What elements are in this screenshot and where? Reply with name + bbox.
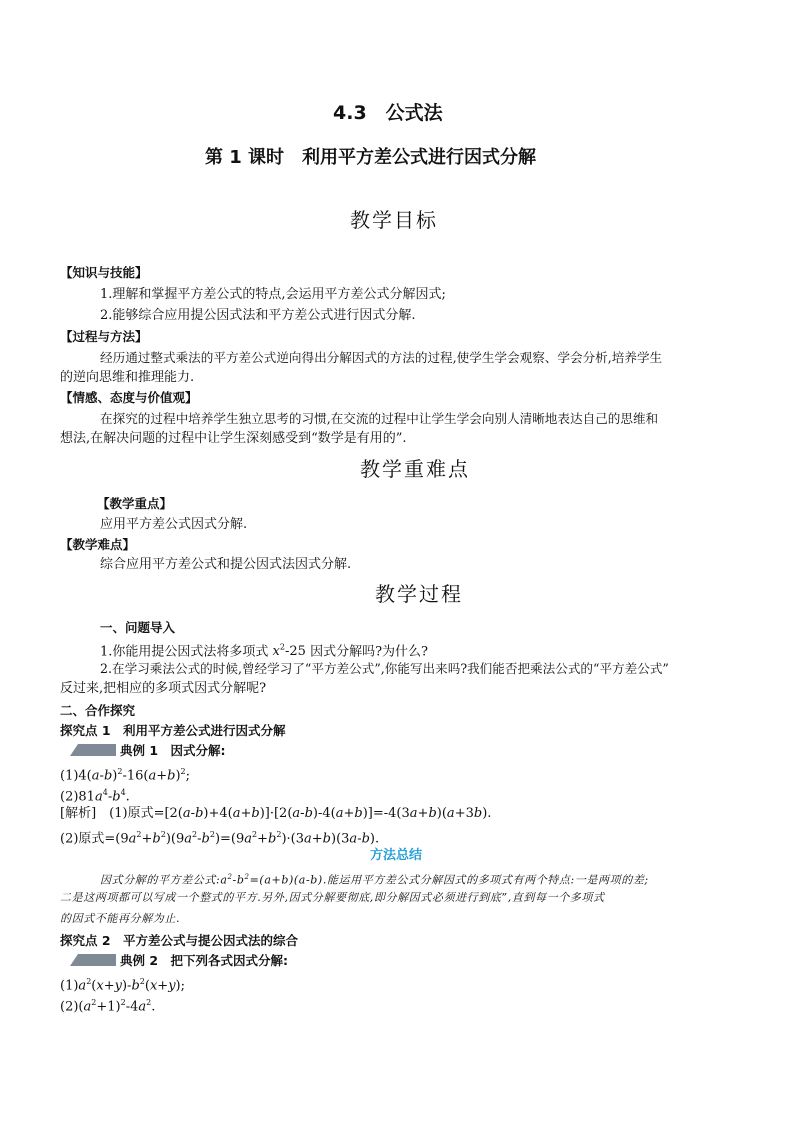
analysis-1: [解析] (1)原式=[2(a-b)+4(a+b)]·[2(a-b)-4(a+b)]=-4(3a+b)(a+3b). — [60, 806, 492, 821]
method-summary-title: 方法总结 — [370, 848, 423, 863]
section-title: 4.3 公式法 — [333, 102, 443, 124]
difficulty-label: 【教学难点】 — [60, 537, 136, 552]
emotion-line-1: 在探究的过程中培养学生独立思考的习惯,在交流的过程中让学生学会向别人清晰地表达自己的思维和 — [100, 411, 659, 426]
emotion-label: 【情感、态度与价值观】 — [60, 390, 198, 405]
summary-line-2: 二是这两项都可以写成一个整式的平方.另外,因式分解要彻底,即分解因式必须进行到底”,直到每一个多项式 — [60, 891, 605, 904]
question-1-expression: $x^2-25$ — [272, 643, 306, 660]
knowledge-item-1: 1.理解和掌握平方差公式的特点,会运用平方差公式分解因式; — [100, 287, 446, 302]
example-1-title: 典例 1 因式分解: — [120, 743, 226, 758]
analysis-2: (2)原式$=(9a^2+b^2)(9a^2-b^2)=(9a^2+b^2)\cdot(3a+b)(3a-b)$. — [60, 830, 380, 847]
example-1-item-1: $(1)4(a-b)^2-16(a+b)^2$; — [60, 767, 191, 784]
goals-heading: 教学目标 — [350, 208, 438, 232]
process-label: 【过程与方法】 — [60, 329, 148, 344]
emotion-line-2: 想法,在解决问题的过程中让学生深刻感受到“数学是有用的”. — [60, 431, 407, 446]
difficulty-text: 综合应用平方差公式和提公因式法因式分解. — [100, 557, 352, 572]
summary-line-3: 的因式不能再分解为止. — [60, 912, 181, 925]
example-banner-icon — [70, 744, 116, 756]
process-heading: 教学过程 — [375, 582, 463, 606]
example-2-item-2: $(2)(a^2+1)^2-4a^2$. — [60, 998, 156, 1015]
example-2-title: 典例 2 把下列各式因式分解: — [120, 953, 289, 968]
example-banner-icon — [70, 954, 116, 966]
explore-point-2: 探究点 2 平方差公式与提公因式法的综合 — [60, 933, 299, 948]
knowledge-label: 【知识与技能】 — [60, 265, 148, 280]
summary-line-1: 因式分解的平方差公式$:a^2-b^2=(a+b)(a-b)$.能运用平方差公式分解因式的多项式有两个特点:一是两项的差; — [100, 873, 649, 887]
process-line-1: 经历通过整式乘法的平方差公式逆向得出分解因式的方法的过程,使学生学会观察、学会分析,培养学生 — [100, 350, 663, 365]
question-2-line-1: 2.在学习乘法公式的时候,曾经学习了“平方差公式”,你能写出来吗?我们能否把乘法公式的“平方差公式” — [100, 661, 669, 676]
knowledge-item-2: 2.能够综合应用提公因式法和平方差公式进行因式分解. — [100, 308, 416, 323]
process-line-2: 的逆向思维和推理能力. — [60, 370, 195, 385]
focus-label: 【教学重点】 — [97, 496, 173, 511]
explore-point-1: 探究点 1 利用平方差公式进行因式分解 — [60, 723, 286, 738]
question-2-line-2: 反过来,把相应的多项式因式分解呢? — [60, 681, 267, 696]
example-2-item-1: $(1)a^2(x+y)-b^2(x+y)$; — [60, 977, 185, 994]
question-1-end: 因式分解吗?为什么? — [310, 644, 429, 660]
focus-text: 应用平方差公式因式分解. — [100, 517, 248, 532]
keypoints-heading: 教学重难点 — [360, 457, 470, 481]
question-1-start: 1.你能用提公因式法将多项式 — [100, 644, 269, 660]
example-1-item-2: $(2)81a^4-b^4$. — [60, 788, 130, 805]
analysis-label: [解析] — [60, 806, 97, 821]
part1-heading: 一、问题导入 — [100, 620, 176, 635]
part2-heading: 二、合作探究 — [60, 703, 136, 718]
question-1 — [100, 640, 428, 660]
lesson-title: 第 1 课时 利用平方差公式进行因式分解 — [205, 147, 537, 168]
